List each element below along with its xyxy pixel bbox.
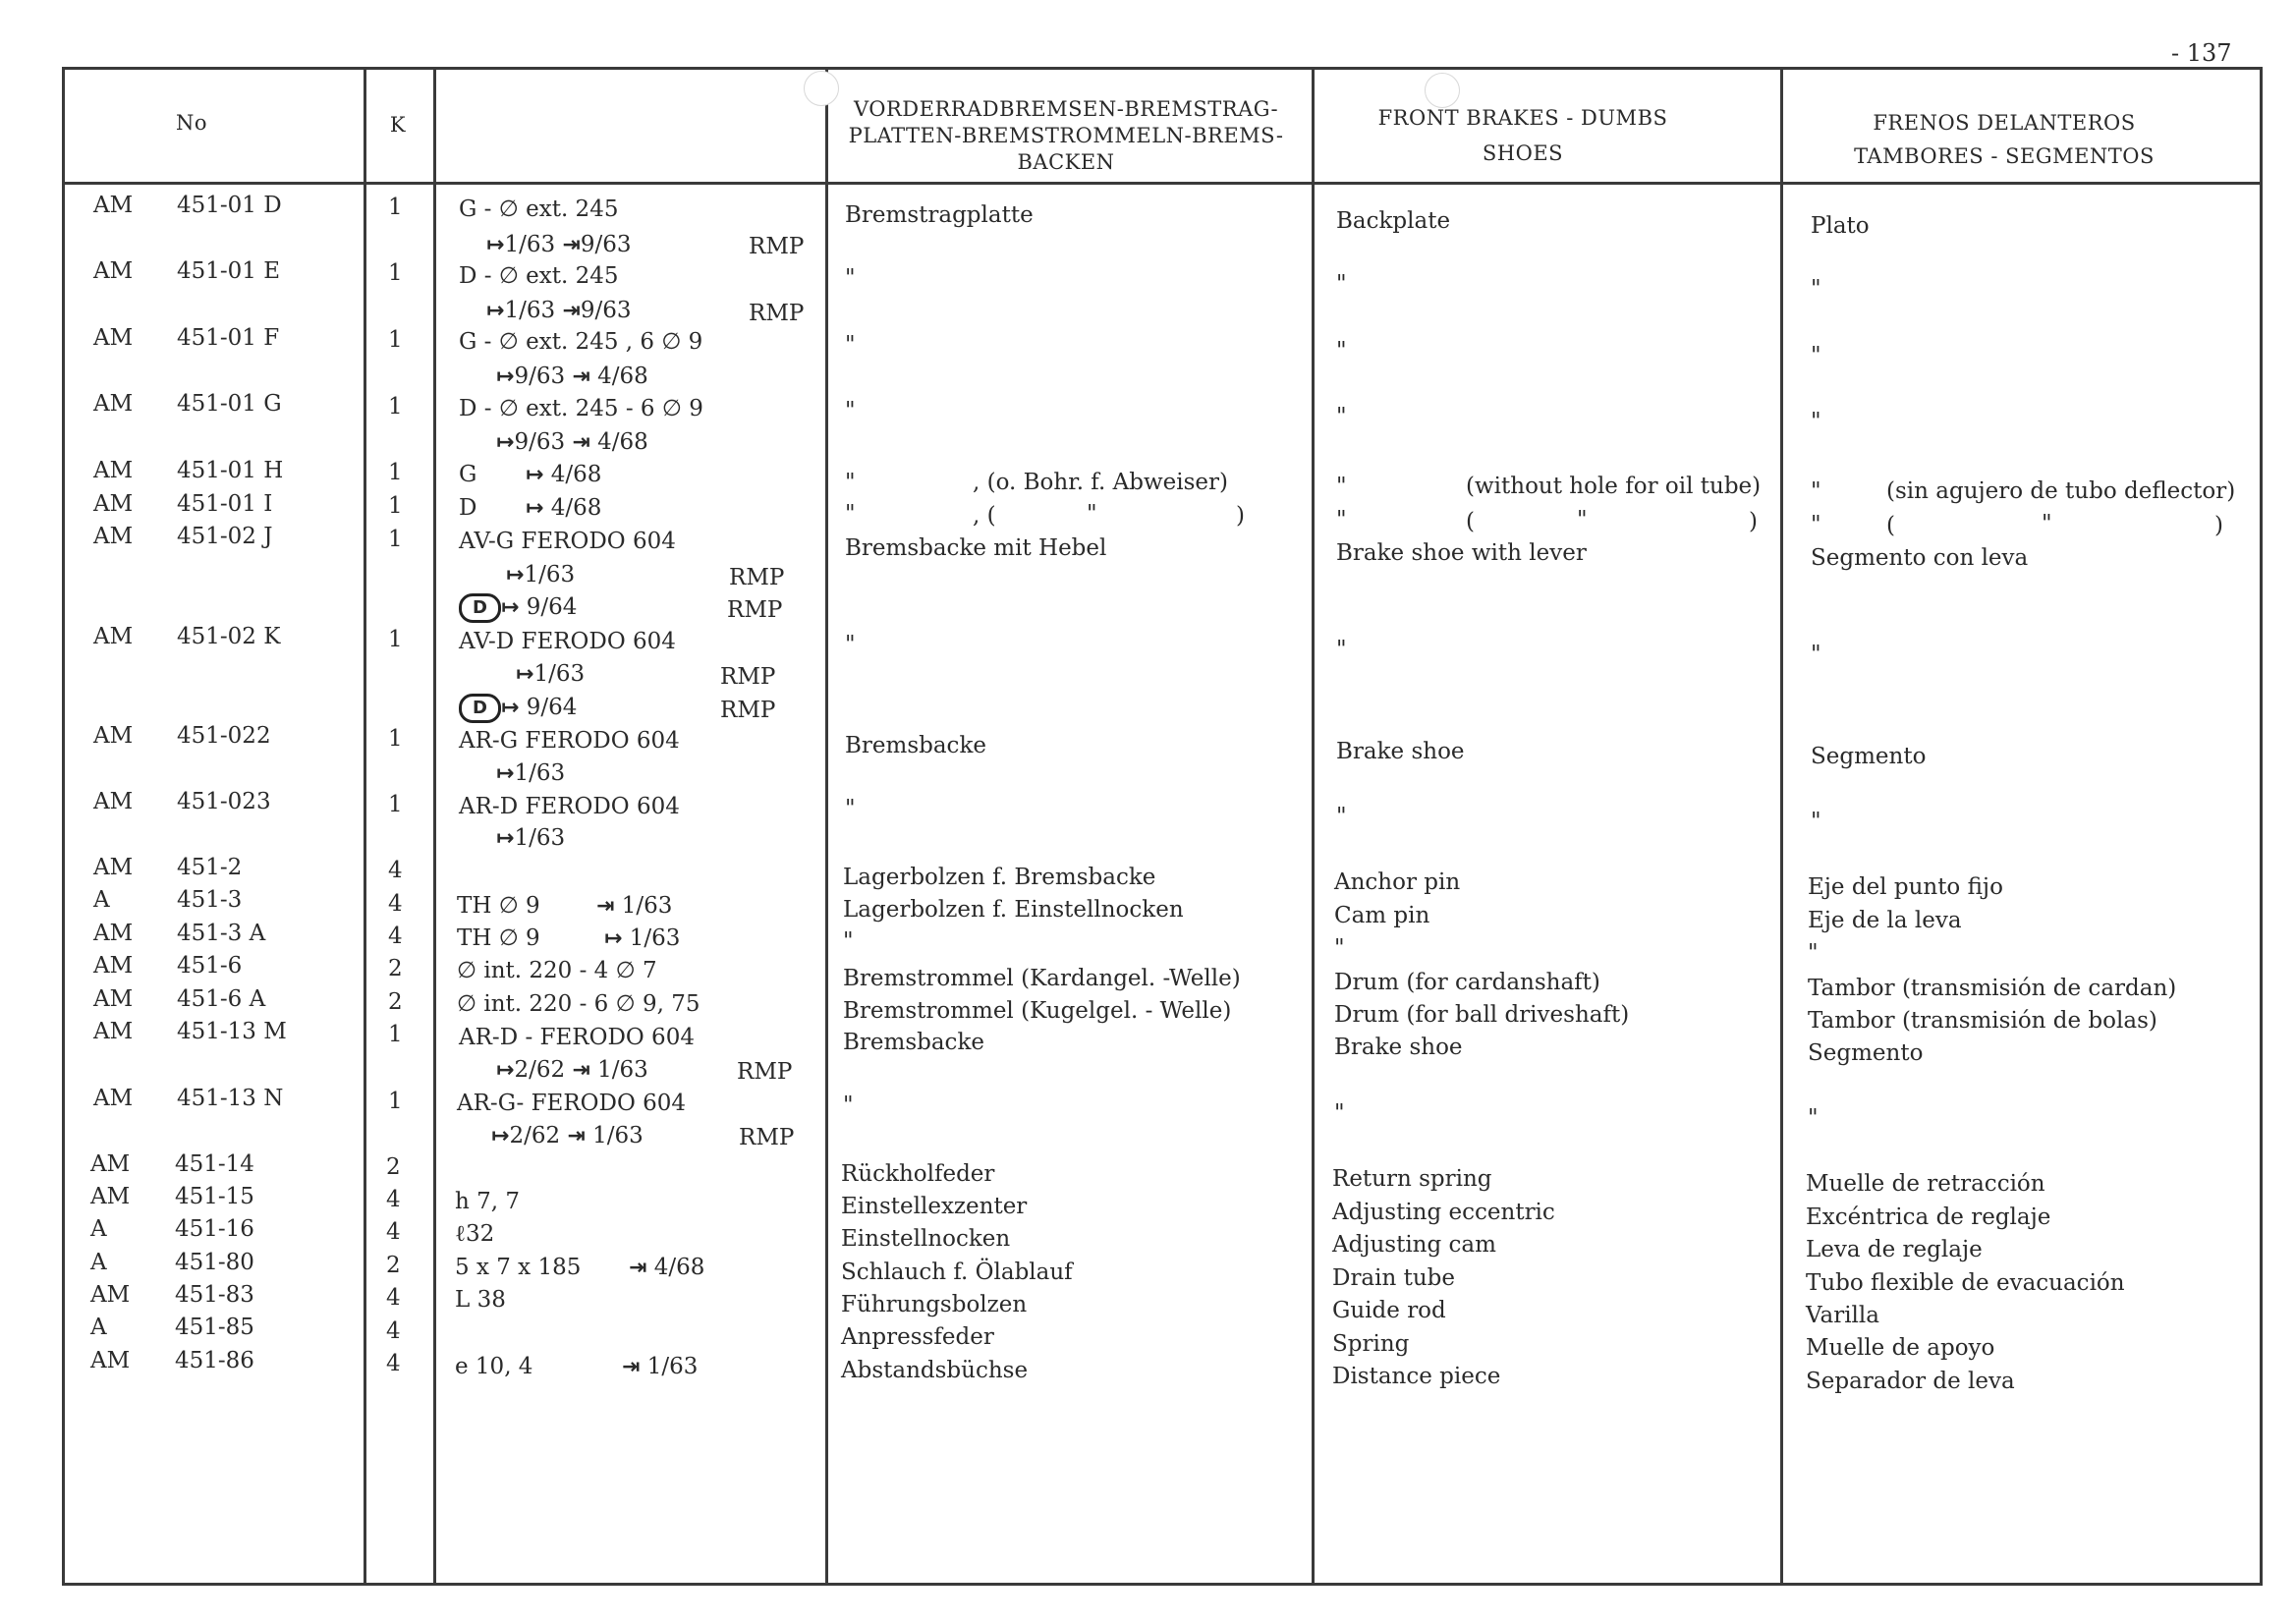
spanish-desc: " bbox=[1811, 276, 1821, 302]
spec-line: D ↦ 9/64 bbox=[459, 593, 577, 623]
spec-line: e 10, 4 bbox=[455, 1354, 533, 1379]
quantity: 4 bbox=[386, 1351, 401, 1376]
spanish-desc: Eje de la leva bbox=[1808, 908, 1962, 933]
part-number: 451-16 bbox=[175, 1216, 254, 1242]
end-arrow-icon: ⇥ bbox=[572, 430, 590, 455]
part-number: 451-6 bbox=[177, 953, 243, 979]
spanish-note: ( bbox=[1886, 513, 1895, 538]
end-arrow-icon: ⇥ bbox=[629, 1256, 647, 1280]
end-arrow-icon: ⇥ bbox=[562, 299, 581, 323]
part-prefix: A bbox=[90, 1216, 107, 1242]
english-desc: " bbox=[1336, 637, 1347, 662]
part-prefix: AM bbox=[90, 1151, 131, 1177]
spec-line: ⇥ 4/68 bbox=[629, 1255, 705, 1280]
rmp-label: RMP bbox=[727, 597, 783, 623]
header-divider bbox=[62, 182, 2263, 185]
punch-hole bbox=[804, 71, 839, 106]
spanish-desc: Tambor (transmisión de cardan) bbox=[1808, 976, 2177, 1001]
part-prefix: AM bbox=[93, 524, 134, 549]
quantity: 1 bbox=[388, 195, 403, 220]
spec-line: D bbox=[459, 495, 477, 521]
german-desc: Schlauch f. Ölablauf bbox=[841, 1260, 1073, 1285]
spec-line: ↦1/63 bbox=[516, 661, 586, 687]
part-prefix: AM bbox=[93, 789, 134, 814]
part-prefix: AM bbox=[93, 986, 134, 1012]
spanish-note: ) bbox=[2214, 513, 2223, 538]
part-number: 451-13 N bbox=[177, 1086, 284, 1111]
part-number: 451-3 A bbox=[177, 921, 266, 946]
english-desc: Distance piece bbox=[1332, 1364, 1501, 1389]
part-prefix: AM bbox=[93, 258, 134, 284]
quantity: 1 bbox=[388, 327, 403, 353]
spec-line: ⇥ 1/63 bbox=[596, 893, 673, 919]
spanish-desc: Plato bbox=[1811, 213, 1870, 239]
quantity: 1 bbox=[388, 493, 403, 519]
spec-line: G - ∅ ext. 245 , 6 ∅ 9 bbox=[459, 329, 703, 355]
rmp-label: RMP bbox=[749, 301, 805, 326]
english-desc: " bbox=[1336, 804, 1347, 829]
rmp-label: RMP bbox=[720, 664, 776, 690]
spanish-desc: " bbox=[1811, 809, 1821, 834]
spanish-desc: Leva de reglaje bbox=[1806, 1237, 1983, 1262]
spanish-desc: " bbox=[1811, 512, 1821, 537]
english-desc: Anchor pin bbox=[1334, 869, 1461, 895]
page-number: - 137 bbox=[2171, 39, 2232, 67]
spanish-desc: Tubo flexible de evacuación bbox=[1806, 1270, 2125, 1296]
quantity: 4 bbox=[388, 858, 403, 883]
part-number: 451-01 H bbox=[177, 458, 284, 483]
german-desc: Führungsbolzen bbox=[841, 1292, 1028, 1317]
part-number: 451-14 bbox=[175, 1151, 254, 1177]
spanish-desc: " bbox=[1811, 409, 1821, 434]
part-number: 451-022 bbox=[177, 723, 271, 749]
part-prefix: AM bbox=[90, 1282, 131, 1308]
d-badge: D bbox=[459, 694, 501, 723]
quantity: 4 bbox=[388, 891, 403, 917]
rmp-label: RMP bbox=[720, 698, 776, 723]
part-number: 451-023 bbox=[177, 789, 271, 814]
spanish-desc: Excéntrica de reglaje bbox=[1806, 1204, 2051, 1230]
english-note: " bbox=[1577, 507, 1588, 532]
part-number: 451-85 bbox=[175, 1315, 254, 1340]
spec-line: ↦9/63 ⇥ 4/68 bbox=[496, 429, 648, 455]
german-desc: " bbox=[845, 398, 856, 423]
english-desc: " bbox=[1334, 1100, 1345, 1126]
spec-line: ↦1/63 ⇥9/63 bbox=[486, 298, 632, 323]
end-arrow-icon: ⇥ bbox=[567, 1124, 586, 1148]
spec-line: ⇥ 1/63 bbox=[622, 1354, 699, 1379]
english-desc: " bbox=[1336, 338, 1347, 364]
quantity: 1 bbox=[388, 394, 403, 420]
german-desc: " bbox=[845, 332, 856, 358]
spanish-desc: Muelle de retracción bbox=[1806, 1171, 2045, 1197]
spec-line: G - ∅ ext. 245 bbox=[459, 196, 619, 222]
german-desc: Lagerbolzen f. Bremsbacke bbox=[843, 865, 1156, 890]
german-note: , (o. Bohr. f. Abweiser) bbox=[973, 470, 1228, 495]
quantity: 1 bbox=[388, 460, 403, 485]
end-arrow-icon: ⇥ bbox=[572, 364, 590, 389]
d-badge: D bbox=[459, 593, 501, 623]
start-arrow-icon: ↦ bbox=[496, 364, 515, 389]
part-number: 451-3 bbox=[177, 887, 243, 913]
german-note: " bbox=[1087, 501, 1097, 527]
quantity: 1 bbox=[388, 627, 403, 652]
column-divider bbox=[1312, 67, 1315, 1586]
german-desc: Bremstrommel (Kardangel. -Welle) bbox=[843, 966, 1241, 991]
rmp-label: RMP bbox=[749, 234, 805, 259]
spanish-desc: " bbox=[1811, 343, 1821, 368]
start-arrow-icon: ↦ bbox=[486, 299, 505, 323]
start-arrow-icon: ↦ bbox=[604, 926, 623, 951]
english-desc: " bbox=[1336, 404, 1347, 429]
quantity: 4 bbox=[386, 1187, 401, 1212]
quantity: 1 bbox=[388, 726, 403, 752]
spec-line: ↦ 4/68 bbox=[526, 462, 602, 487]
header-english: FRONT BRAKES - DUMBS SHOES bbox=[1377, 106, 1668, 165]
spec-line: AR-G- FERODO 604 bbox=[457, 1091, 687, 1116]
spec-line: ↦1/63 bbox=[496, 760, 566, 786]
spec-line: ℓ32 bbox=[455, 1221, 495, 1247]
part-prefix: AM bbox=[93, 325, 134, 351]
part-prefix: AM bbox=[93, 953, 134, 979]
column-divider bbox=[433, 67, 436, 1586]
part-prefix: AM bbox=[90, 1184, 131, 1209]
end-arrow-icon: ⇥ bbox=[596, 894, 615, 919]
german-desc: Lagerbolzen f. Einstellnocken bbox=[843, 897, 1184, 923]
german-desc: " bbox=[845, 470, 856, 495]
spec-line: ↦2/62 ⇥ 1/63 bbox=[491, 1123, 644, 1148]
quantity: 4 bbox=[386, 1285, 401, 1311]
spanish-desc: Varilla bbox=[1806, 1303, 1879, 1328]
english-desc: Drum (for cardanshaft) bbox=[1334, 970, 1600, 995]
part-number: 451-01 G bbox=[177, 391, 282, 417]
part-number: 451-02 J bbox=[177, 524, 273, 549]
spec-line: L 38 bbox=[455, 1287, 506, 1313]
column-divider bbox=[364, 67, 366, 1586]
english-desc: " bbox=[1336, 271, 1347, 297]
part-prefix: AM bbox=[93, 723, 134, 749]
german-desc: Bremstragplatte bbox=[845, 202, 1034, 228]
spec-line: D - ∅ ext. 245 - 6 ∅ 9 bbox=[459, 396, 703, 421]
spec-line: AV-D FERODO 604 bbox=[459, 629, 676, 654]
german-note: , ( bbox=[973, 503, 996, 529]
part-number: 451-80 bbox=[175, 1250, 254, 1275]
spanish-desc: Separador de leva bbox=[1806, 1369, 2015, 1394]
english-desc: " bbox=[1336, 507, 1347, 532]
english-note: ( bbox=[1466, 509, 1475, 534]
quantity: 2 bbox=[386, 1154, 401, 1180]
part-number: 451-01 E bbox=[177, 258, 281, 284]
part-prefix: AM bbox=[93, 624, 134, 649]
german-desc: " bbox=[845, 632, 856, 657]
spanish-desc: Tambor (transmisión de bolas) bbox=[1808, 1008, 2157, 1034]
spec-line: ↦1/63 bbox=[506, 562, 576, 588]
part-number: 451-01 F bbox=[177, 325, 280, 351]
english-desc: Adjusting cam bbox=[1332, 1232, 1496, 1258]
end-arrow-icon: ⇥ bbox=[572, 1058, 590, 1083]
spec-line: G bbox=[459, 462, 477, 487]
start-arrow-icon: ↦ bbox=[496, 761, 515, 786]
spanish-desc: Muelle de apoyo bbox=[1806, 1335, 1995, 1361]
english-desc: Guide rod bbox=[1332, 1298, 1446, 1323]
german-desc: Abstandsbüchse bbox=[841, 1358, 1029, 1383]
part-number: 451-15 bbox=[175, 1184, 254, 1209]
spanish-desc: " bbox=[1811, 478, 1821, 504]
german-desc: " bbox=[845, 501, 856, 527]
spanish-desc: Segmento bbox=[1811, 744, 1927, 769]
spec-line: ↦1/63 bbox=[496, 825, 566, 851]
english-desc: Drain tube bbox=[1332, 1265, 1456, 1291]
part-number: 451-13 M bbox=[177, 1019, 287, 1044]
end-arrow-icon: ⇥ bbox=[622, 1355, 641, 1379]
spec-line: AV-G FERODO 604 bbox=[459, 529, 676, 554]
german-desc: Bremsbacke bbox=[845, 733, 986, 758]
german-desc: Einstellnocken bbox=[841, 1226, 1011, 1252]
spec-line: ↦ 1/63 bbox=[604, 925, 681, 951]
part-prefix: A bbox=[90, 1315, 107, 1340]
part-number: 451-6 A bbox=[177, 986, 266, 1012]
spec-line: 5 x 7 x 185 bbox=[455, 1255, 582, 1280]
spec-line: ↦9/63 ⇥ 4/68 bbox=[496, 364, 648, 389]
spec-line: ↦ 4/68 bbox=[526, 495, 602, 521]
english-desc: Adjusting eccentric bbox=[1332, 1200, 1555, 1225]
english-desc: " bbox=[1334, 935, 1345, 961]
spec-line: TH ∅ 9 bbox=[457, 925, 540, 951]
start-arrow-icon: ↦ bbox=[526, 496, 544, 521]
spec-line: AR-D - FERODO 604 bbox=[459, 1025, 695, 1050]
quantity: 2 bbox=[388, 956, 403, 981]
part-prefix: AM bbox=[93, 921, 134, 946]
english-desc: Drum (for ball driveshaft) bbox=[1334, 1002, 1630, 1028]
start-arrow-icon: ↦ bbox=[496, 1058, 515, 1083]
spec-line: AR-D FERODO 604 bbox=[459, 794, 680, 819]
german-note: ) bbox=[1236, 503, 1245, 529]
german-desc: Einstellexzenter bbox=[841, 1194, 1028, 1219]
english-desc: " bbox=[1336, 474, 1347, 499]
quantity: 1 bbox=[388, 527, 403, 552]
quantity: 1 bbox=[388, 792, 403, 817]
english-desc: Return spring bbox=[1332, 1166, 1492, 1192]
spec-line: D - ∅ ext. 245 bbox=[459, 263, 619, 289]
header-k: K bbox=[389, 113, 407, 137]
german-desc: Anpressfeder bbox=[841, 1324, 994, 1350]
rmp-label: RMP bbox=[737, 1059, 793, 1085]
spec-line: ↦1/63 ⇥9/63 bbox=[486, 232, 632, 257]
part-prefix: AM bbox=[93, 1019, 134, 1044]
german-desc: Bremstrommel (Kugelgel. - Welle) bbox=[843, 998, 1232, 1024]
part-prefix: AM bbox=[93, 458, 134, 483]
spec-line: D ↦ 9/64 bbox=[459, 694, 577, 723]
german-desc: " bbox=[843, 1092, 854, 1118]
start-arrow-icon: ↦ bbox=[496, 826, 515, 851]
english-desc: Brake shoe bbox=[1336, 739, 1465, 764]
header-spanish: FRENOS DELANTEROS TAMBORES - SEGMENTOS bbox=[1854, 111, 2155, 168]
start-arrow-icon: ↦ bbox=[500, 696, 520, 720]
english-desc: Cam pin bbox=[1334, 903, 1430, 928]
english-desc: Backplate bbox=[1336, 208, 1451, 234]
spec-line: ↦2/62 ⇥ 1/63 bbox=[496, 1057, 648, 1083]
spanish-note: (sin agujero de tubo deflector) bbox=[1886, 478, 2236, 504]
quantity: 4 bbox=[386, 1318, 401, 1344]
spec-line: TH ∅ 9 bbox=[457, 893, 540, 919]
part-number: 451-02 K bbox=[177, 624, 281, 649]
german-desc: " bbox=[843, 928, 854, 954]
spec-line: ∅ int. 220 - 4 ∅ 7 bbox=[457, 958, 657, 983]
english-note: (without hole for oil tube) bbox=[1466, 474, 1762, 499]
part-number: 451-01 I bbox=[177, 491, 273, 517]
start-arrow-icon: ↦ bbox=[496, 430, 515, 455]
quantity: 2 bbox=[386, 1253, 401, 1278]
part-prefix: AM bbox=[93, 1086, 134, 1111]
spanish-desc: " bbox=[1811, 642, 1821, 667]
part-number: 451-83 bbox=[175, 1282, 254, 1308]
english-desc: Brake shoe bbox=[1334, 1035, 1463, 1060]
start-arrow-icon: ↦ bbox=[526, 463, 544, 487]
column-divider bbox=[825, 67, 828, 1586]
german-desc: Bremsbacke bbox=[843, 1030, 984, 1055]
spec-line: h 7, 7 bbox=[455, 1189, 521, 1214]
column-divider bbox=[1780, 67, 1783, 1586]
english-note: ) bbox=[1749, 509, 1758, 534]
rmp-label: RMP bbox=[739, 1125, 795, 1150]
start-arrow-icon: ↦ bbox=[506, 563, 525, 588]
start-arrow-icon: ↦ bbox=[486, 233, 505, 257]
part-number: 451-01 D bbox=[177, 193, 282, 218]
quantity: 2 bbox=[388, 989, 403, 1015]
start-arrow-icon: ↦ bbox=[491, 1124, 510, 1148]
part-prefix: AM bbox=[93, 193, 134, 218]
quantity: 4 bbox=[388, 924, 403, 949]
german-desc: " bbox=[845, 796, 856, 821]
end-arrow-icon: ⇥ bbox=[562, 233, 581, 257]
english-desc: Spring bbox=[1332, 1331, 1410, 1357]
spanish-desc: " bbox=[1808, 1105, 1819, 1131]
german-desc: Rückholfeder bbox=[841, 1161, 995, 1187]
english-desc: Brake shoe with lever bbox=[1336, 540, 1587, 566]
german-desc: Bremsbacke mit Hebel bbox=[845, 535, 1107, 561]
part-prefix: AM bbox=[93, 855, 134, 880]
german-desc: " bbox=[845, 265, 856, 291]
header-german: VORDERRADBREMSEN-BREMSTRAG- PLATTEN-BREMSTROMMELN-BREMS- BACKEN bbox=[848, 97, 1284, 174]
quantity: 1 bbox=[388, 260, 403, 286]
part-prefix: AM bbox=[90, 1348, 131, 1373]
start-arrow-icon: ↦ bbox=[516, 662, 534, 687]
spec-line: AR-G FERODO 604 bbox=[459, 728, 680, 754]
part-prefix: A bbox=[90, 1250, 107, 1275]
spanish-desc: Segmento bbox=[1808, 1040, 1924, 1066]
spanish-note: " bbox=[2042, 511, 2052, 536]
part-prefix: A bbox=[93, 887, 110, 913]
part-prefix: AM bbox=[93, 491, 134, 517]
header-no: No bbox=[175, 111, 208, 135]
quantity: 1 bbox=[388, 1089, 403, 1114]
spec-line: ∅ int. 220 - 6 ∅ 9, 75 bbox=[457, 991, 700, 1017]
spanish-desc: Segmento con leva bbox=[1811, 545, 2029, 571]
quantity: 1 bbox=[388, 1022, 403, 1047]
spanish-desc: " bbox=[1808, 940, 1819, 966]
rmp-label: RMP bbox=[729, 565, 785, 590]
quantity: 4 bbox=[386, 1219, 401, 1245]
part-prefix: AM bbox=[93, 391, 134, 417]
part-number: 451-86 bbox=[175, 1348, 254, 1373]
part-number: 451-2 bbox=[177, 855, 243, 880]
start-arrow-icon: ↦ bbox=[500, 595, 520, 620]
spanish-desc: Eje del punto fijo bbox=[1808, 874, 2003, 900]
